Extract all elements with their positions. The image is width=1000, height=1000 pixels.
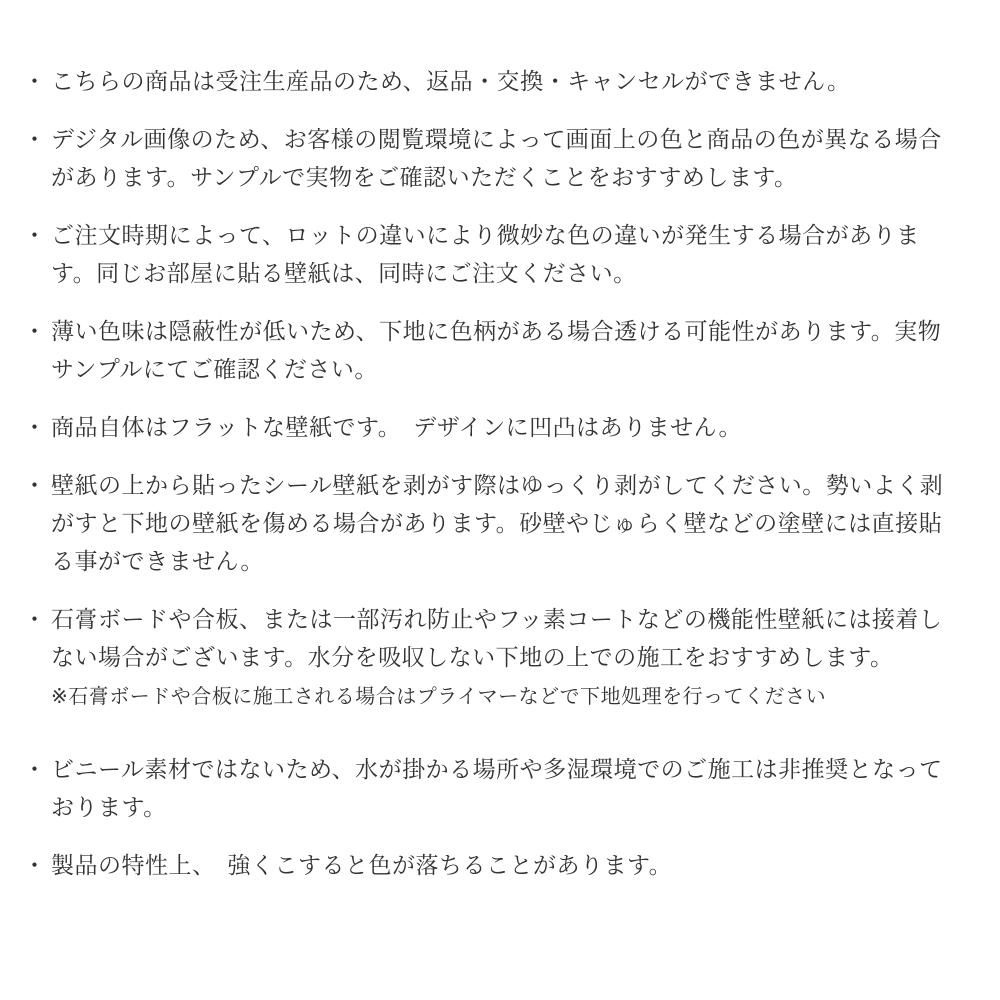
note-item-peeling-caution [14, 466, 960, 580]
bullet-icon: ・ [23, 318, 47, 344]
bullet-icon: ・ [23, 126, 47, 152]
note-footnote-primer: ※石膏ボードや合板に施工される場合はプライマーなどで下地処理を行ってください [51, 686, 827, 708]
bullet-icon: ・ [23, 68, 47, 94]
note-item-no-returns [14, 62, 960, 100]
note-item-not-vinyl [14, 750, 960, 826]
note-item-digital-image-color [14, 120, 960, 196]
note-item-flat-wallpaper [14, 408, 960, 446]
note-text: ご注文時期によって、ロットの違いにより微妙な色の違いが発生する場合があります。同じお部屋に貼る壁紙は、同時にご注文ください。 [51, 222, 920, 286]
bullet-icon: ・ [23, 472, 47, 498]
bullet-icon: ・ [23, 414, 47, 440]
note-text: ビニール素材ではないため、水が掛かる場所や多湿環境でのご施工は非推奨となっております。 [51, 756, 943, 820]
note-text: 商品自体はフラットな壁紙です。 デザインに凹凸はありません。 [51, 414, 742, 440]
bullet-icon: ・ [23, 222, 47, 248]
note-text: デジタル画像のため、お客様の閲覧環境によって画面上の色と商品の色が異なる場合があります。サンプルで実物をご確認いただくことをおすすめします。 [51, 126, 942, 190]
note-text: 薄い色味は隠蔽性が低いため、下地に色柄がある場合透ける可能性があります。実物サンプルにてご確認ください。 [51, 318, 942, 382]
note-text: 石膏ボードや合板、または一部汚れ防止やフッ素コートなどの機能性壁紙には接着しない場合がございます。水分を吸収しない下地の上での施工をおすすめします。 [51, 606, 943, 670]
bullet-icon: ・ [23, 852, 47, 878]
bullet-icon: ・ [23, 606, 47, 632]
note-text: こちらの商品は受注生産品のため、返品・交換・キャンセルができません。 [51, 68, 851, 94]
bullet-icon: ・ [23, 756, 47, 782]
note-text: 製品の特性上、 強くこすると色が落ちることがあります。 [51, 852, 673, 878]
note-item-light-color-transparency [14, 312, 960, 388]
note-item-color-rub-off [14, 846, 960, 884]
note-text: 壁紙の上から貼ったシール壁紙を剥がす際はゆっくり剥がしてください。勢いよく剥がすと下地の壁紙を傷める場合があります。砂壁やじゅらく壁などの塗壁には直接貼る事ができません。 [51, 472, 944, 574]
note-item-lot-color-difference [14, 216, 960, 292]
note-item-adhesion-surfaces [14, 600, 960, 714]
